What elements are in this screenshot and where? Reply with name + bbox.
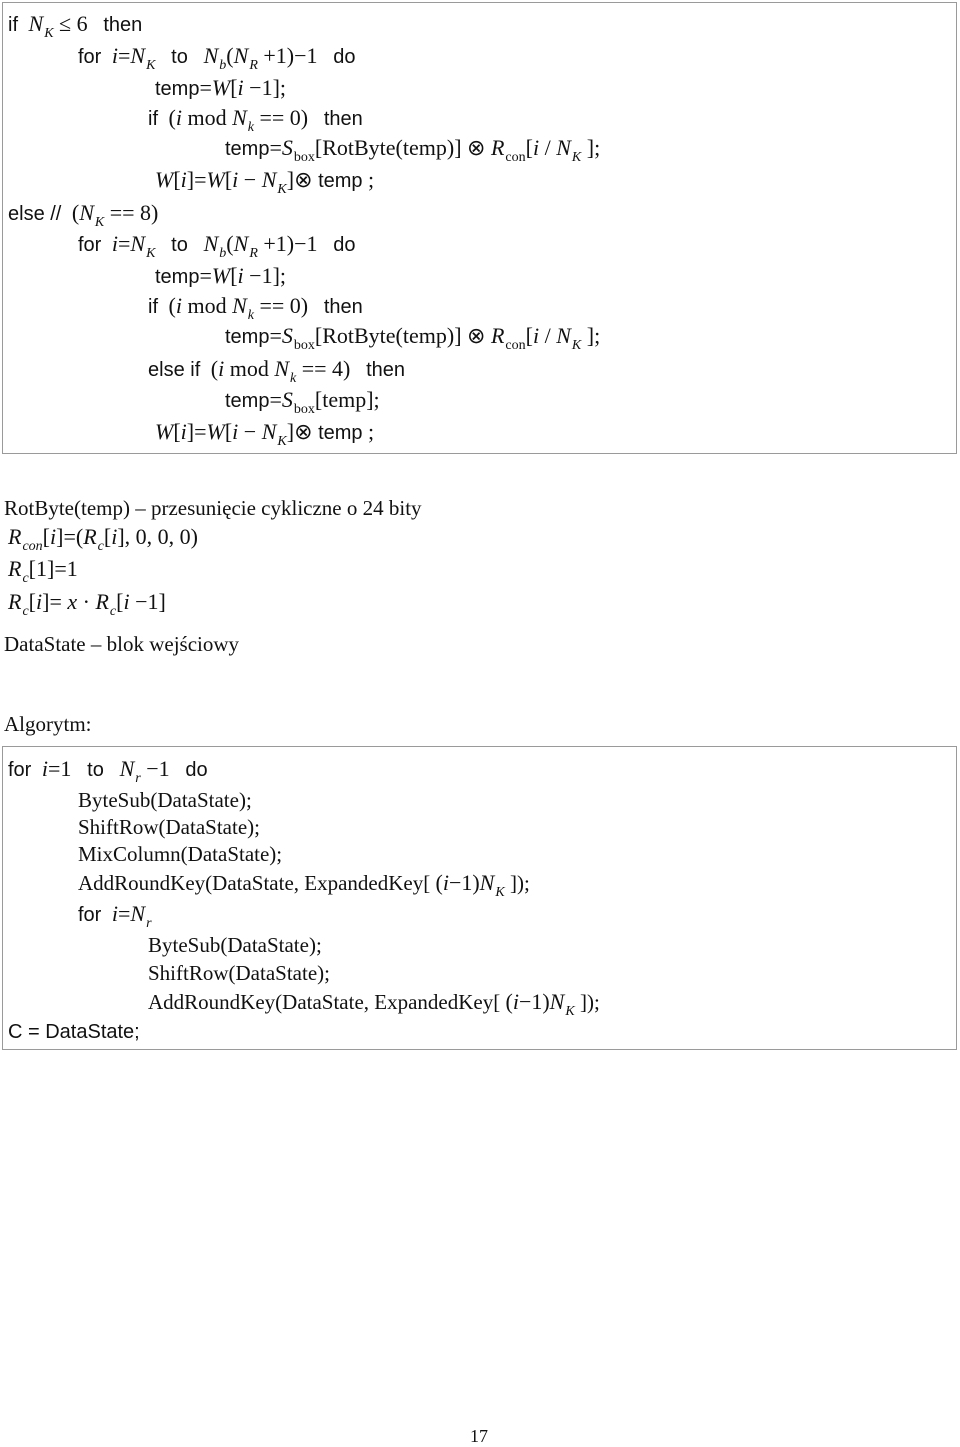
rotbyte-note: RotByte(temp) – przesunięcie cykliczne o 24 bity xyxy=(4,496,422,520)
code-line: $temp=S_{box}[RotByte(temp)]$ ⊗ $R_{con}[i / N_K$ ]; xyxy=(225,323,601,353)
code-line: for $i=N_K$ to $N_b(N_R +1)-1$ do xyxy=(78,43,356,73)
code-line: for i=1 to $N_r -1$ do xyxy=(8,756,208,786)
code-line: $temp=S_{box}[RotByte(temp)]$ ⊗ $R_{con}[i / N_K$ ]; xyxy=(225,135,601,165)
code-line: ShiftRow(DataState); xyxy=(78,815,260,839)
code-line: temp=W[i −1]; xyxy=(155,75,287,100)
code-line: if (i mod $N_k == 0$) then xyxy=(148,105,363,135)
code-line: else // $(N_K == 8)$ xyxy=(8,200,159,230)
code-line: for $i=N_K$ to $N_b(N_R +1)-1$ do xyxy=(78,231,356,261)
rci-definition: $R_c[i]= x \cdot R_c[i -1]$ xyxy=(8,589,166,619)
code-line: ByteSub(DataState); xyxy=(148,933,322,957)
rcon-definition: $R_{con}[i]=(R_c[i]$, 0, 0, 0) xyxy=(8,524,198,554)
code-line: ShiftRow(DataState); xyxy=(148,961,330,985)
code-line: if $N_K \le 6$ then xyxy=(8,11,143,41)
algorithm-heading: Algorytm: xyxy=(4,712,92,736)
code-line: if (i mod $N_k == 0$) then xyxy=(148,293,363,323)
code-line: ByteSub(DataState); xyxy=(78,788,252,812)
code-line: $W[i]=W[i - N_K]\otimes$ temp ; xyxy=(155,167,375,197)
code-line: C = DataState; xyxy=(8,1021,140,1043)
page-number: 17 xyxy=(470,1426,488,1446)
code-line: AddRoundKey(DataState, ExpandedKey[ $(i-1)N_K$ ]); xyxy=(78,870,530,900)
datastate-note: DataState – blok wejściowy xyxy=(4,632,240,656)
code-line: $W[i]=W[i - N_K]\otimes$ temp ; xyxy=(155,419,375,449)
code-line: temp=W[i −1]; xyxy=(155,263,287,288)
code-line: else if (i mod $N_k == 4$) then xyxy=(148,356,406,386)
code-line: $temp=S_{box}[temp]$; xyxy=(225,387,380,417)
code-line: AddRoundKey(DataState, ExpandedKey[ $(i-1)N_K$ ]); xyxy=(148,989,600,1019)
rc1-definition: $R_c[1]=1$ xyxy=(8,556,78,586)
code-line: MixColumn(DataState); xyxy=(78,842,283,866)
code-line: for $i=N_r$ xyxy=(78,901,152,931)
